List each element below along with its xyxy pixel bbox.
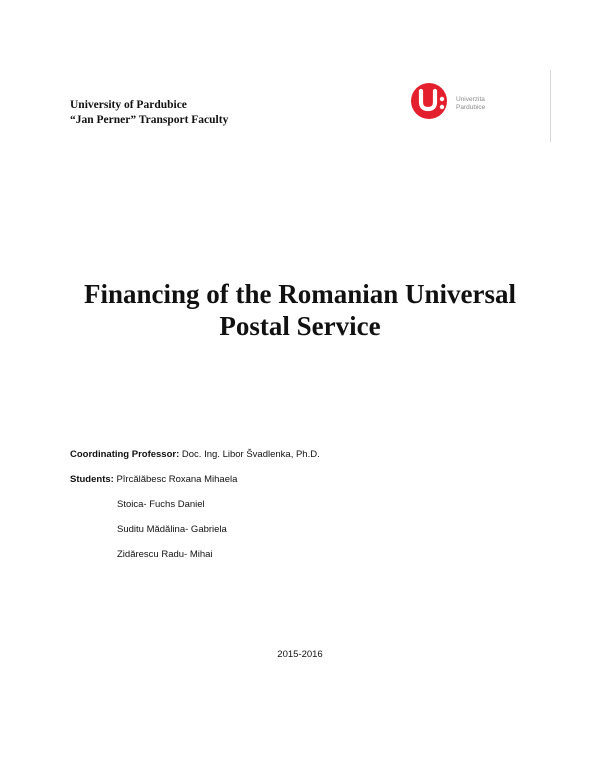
coordinator-label: Coordinating Professor: [70, 449, 180, 460]
academic-year: 2015-2016 [277, 649, 323, 660]
university-logo-icon [410, 82, 454, 122]
logo-line-2: Pardubice [456, 104, 486, 111]
header-divider [550, 70, 551, 142]
title-line-1: Financing of the Romanian Universal [83, 279, 517, 309]
university-name: University of Pardubice [70, 99, 187, 111]
student-name: Suditu Mădălina- Gabriela [117, 524, 227, 535]
university-logo [410, 82, 510, 122]
faculty-name: “Jan Perner” Transport Faculty [70, 114, 229, 126]
students-label: Students: [70, 474, 114, 485]
university-header [70, 98, 228, 128]
student-name: Pîrcălăbesc Roxana Mihaela [116, 474, 238, 485]
coordinator-line [70, 449, 320, 460]
student-name: Stoica- Fuchs Daniel [117, 499, 205, 510]
logo-wordmark [456, 96, 485, 112]
student-name: Zidărescu Radu- Mihai [117, 549, 213, 560]
title-line-2: Postal Service [219, 311, 381, 341]
coordinator-name: Doc. Ing. Libor Švadlenka, Ph.D. [181, 449, 320, 460]
students-line [70, 474, 237, 485]
document-title [40, 278, 560, 342]
logo-line-1: Univerzita [456, 96, 485, 103]
